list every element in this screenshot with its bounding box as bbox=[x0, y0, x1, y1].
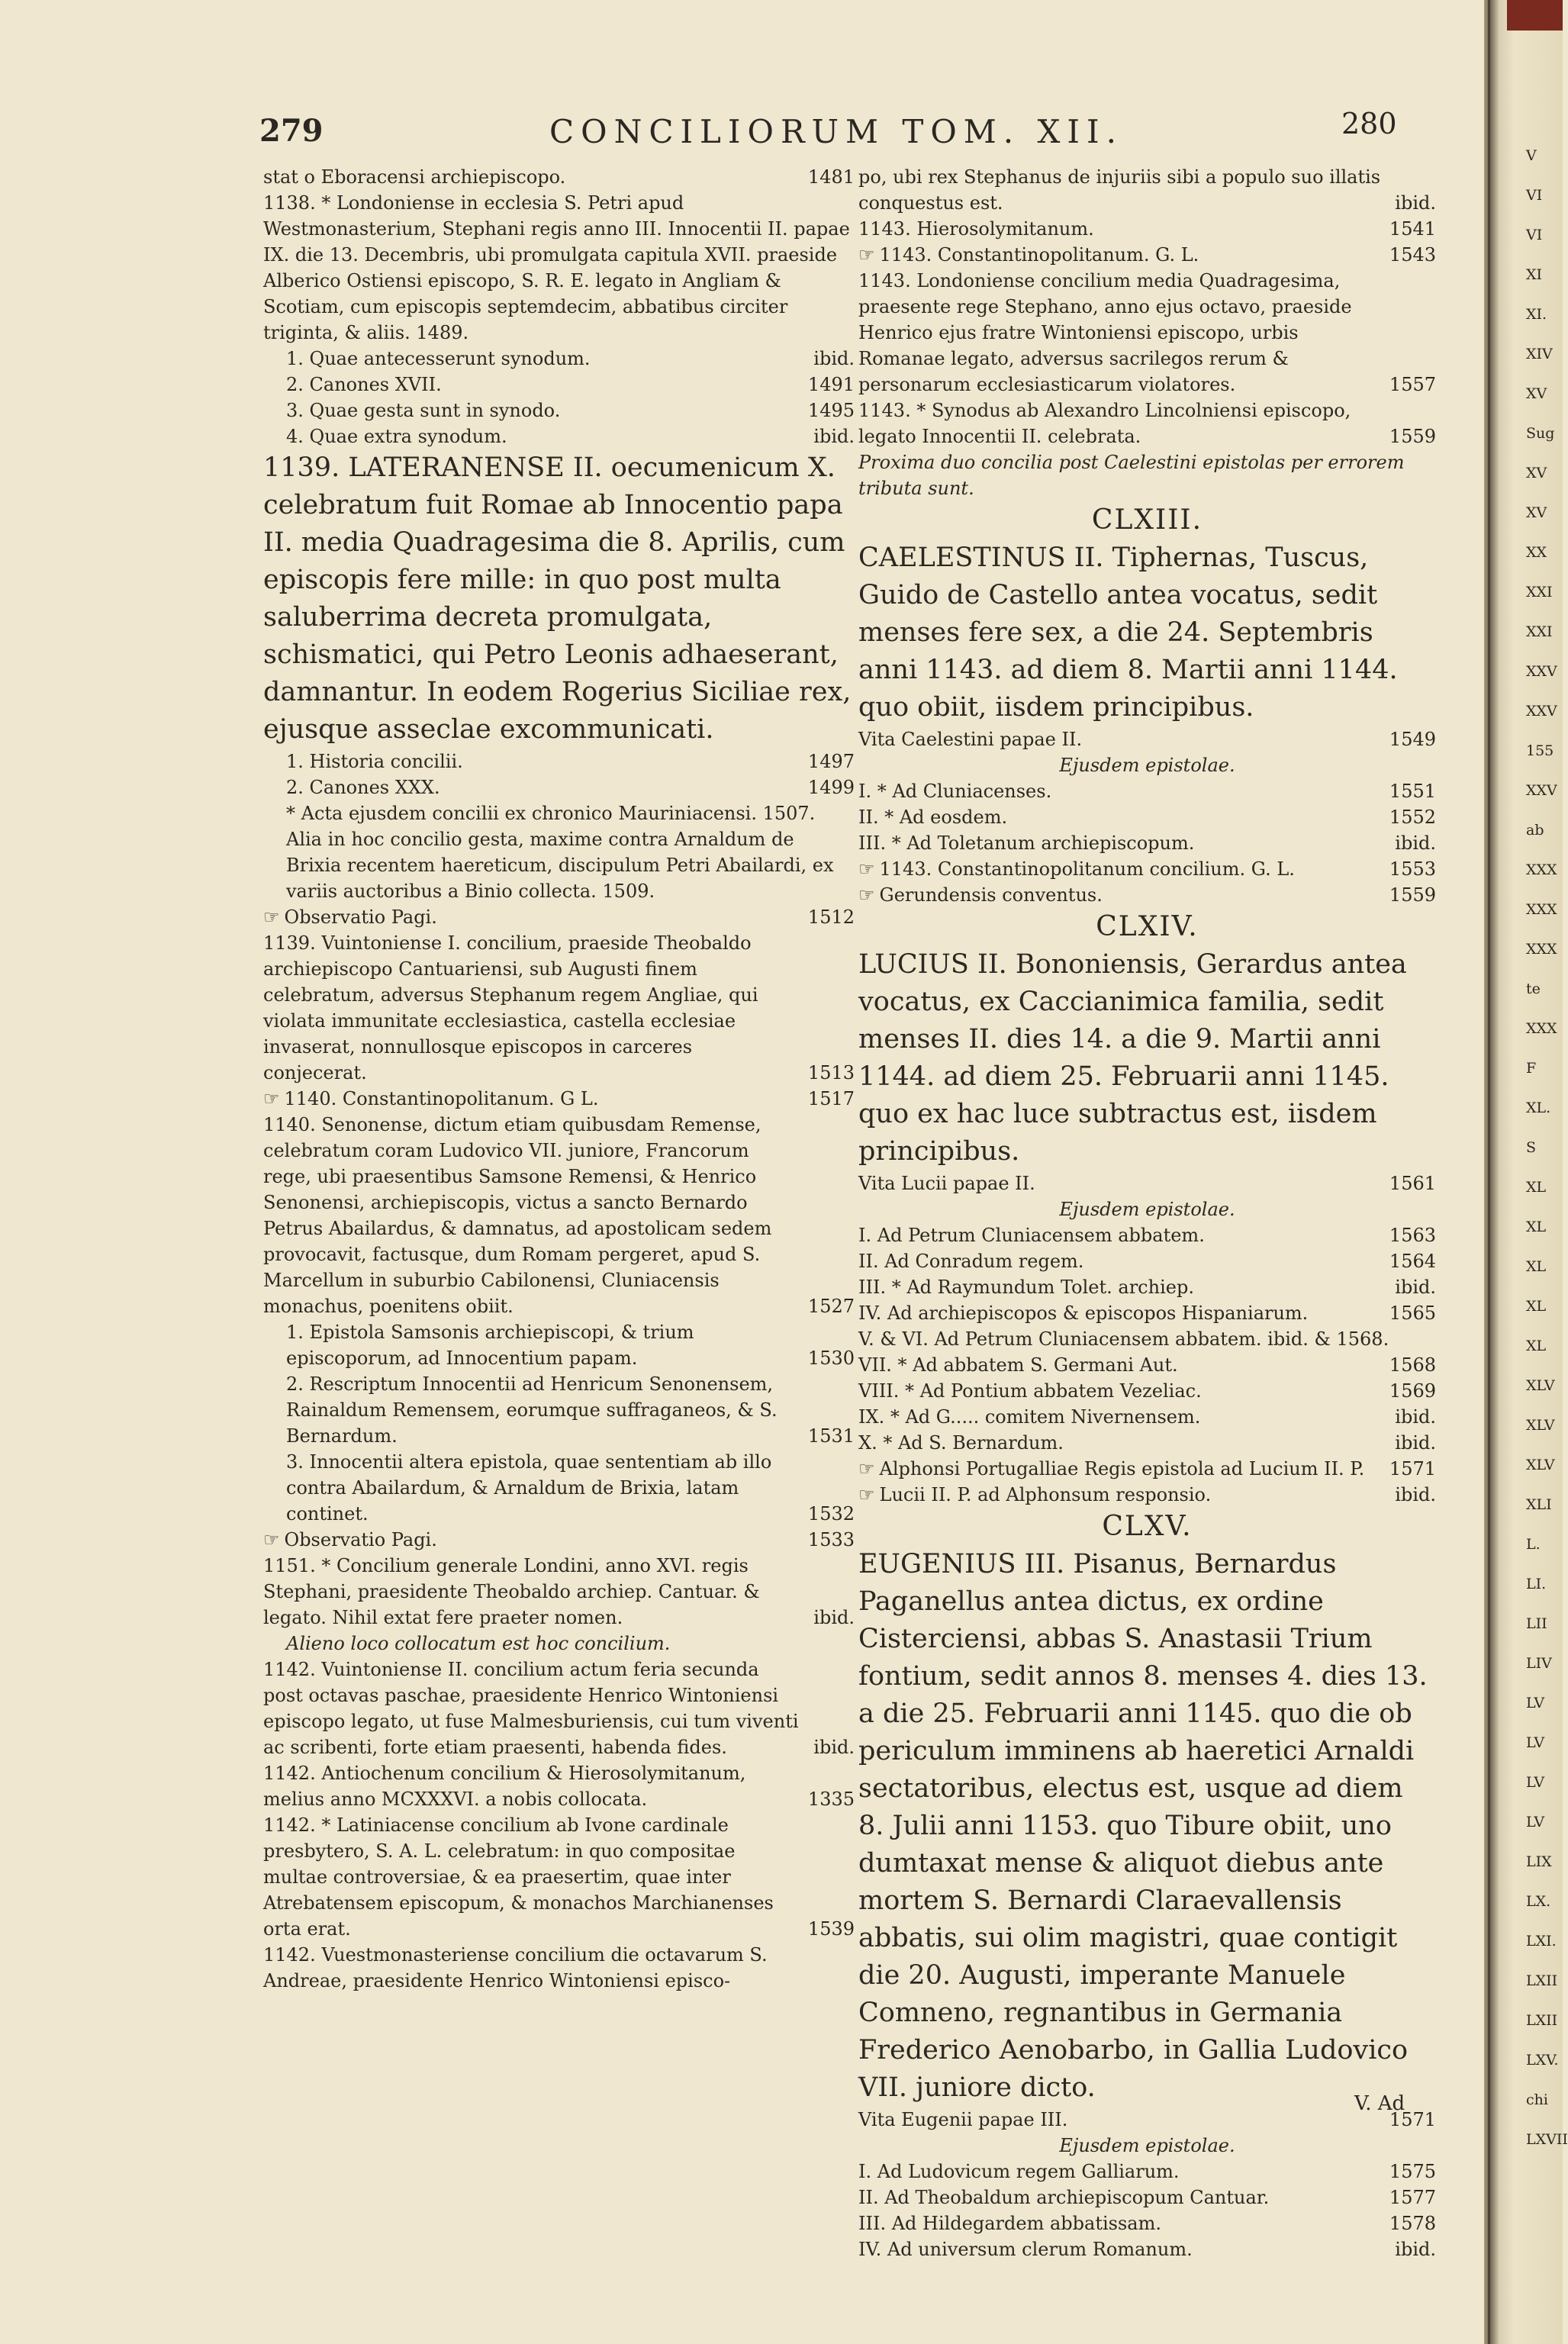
entry-text: I. Ad Petrum Cluniacensem abbatem. bbox=[858, 1225, 1205, 1246]
index-entry bbox=[858, 946, 1436, 1170]
entry-text: Ejusdem epistolae. bbox=[1059, 755, 1235, 776]
entry-text: 4. Quae extra synodum. bbox=[286, 426, 507, 447]
entry-text: 1143. Londoniense concilium media Quadragesima, praesente rege Stephano, anno ejus octavo, praeside Henrico ejus fratre Wintoniensi episcopo, urbis Romanae legato, adversus sacrilegos rerum & personarum ecclesiasticarum violatores. bbox=[858, 270, 1352, 395]
edge-fragment: XLV bbox=[1526, 1457, 1555, 1473]
edge-fragment: XLV bbox=[1526, 1377, 1555, 1394]
index-entry-pointer bbox=[858, 856, 1436, 882]
entry-page-ref: 1512 bbox=[807, 906, 855, 928]
index-entry bbox=[263, 774, 855, 800]
edge-fragment: XL bbox=[1526, 1258, 1547, 1275]
index-entry bbox=[858, 2210, 1436, 2236]
index-entry bbox=[263, 930, 855, 1086]
edge-fragment: LXV. bbox=[1526, 2052, 1559, 2069]
entry-page-ref: 1561 bbox=[1389, 1173, 1436, 1194]
entry-page-ref: ibid. bbox=[813, 348, 855, 369]
entry-text: VII. * Ad abbatem S. Germani Aut. bbox=[858, 1354, 1178, 1376]
entry-text: ☞ Lucii II. P. ad Alphonsum responsio. bbox=[858, 1482, 1436, 1508]
entry-page-ref: 1568 bbox=[1389, 1354, 1436, 1376]
edge-fragment: LII bbox=[1526, 1615, 1547, 1632]
edge-fragment: XI. bbox=[1526, 306, 1547, 323]
index-entry bbox=[858, 1300, 1436, 1326]
entry-text: 1. Epistola Samsonis archiepiscopi, & trium episcoporum, ad Innocentium papam. bbox=[286, 1322, 694, 1369]
index-entry bbox=[858, 164, 1436, 216]
entry-page-ref: ibid. bbox=[1395, 832, 1436, 854]
index-entry-pointer bbox=[858, 242, 1436, 268]
entry-page-ref: 1533 bbox=[807, 1529, 855, 1550]
entry-text: X. * Ad S. Bernardum. bbox=[858, 1432, 1064, 1454]
edge-fragment: LXVII bbox=[1526, 2131, 1568, 2148]
edge-fragment: LIV bbox=[1526, 1655, 1552, 1672]
entry-page-ref: 1481 bbox=[807, 166, 855, 188]
entry-text: stat o Eboracensi archiepiscopo. bbox=[263, 166, 566, 188]
edge-fragment: LV bbox=[1526, 1774, 1545, 1791]
edge-fragment: LXII bbox=[1526, 1972, 1558, 1989]
entry-text: 2. Canones XVII. bbox=[286, 374, 442, 395]
edge-fragment: VI bbox=[1526, 227, 1543, 243]
entry-text: Vita Eugenii papae III. bbox=[858, 2109, 1068, 2130]
edge-fragment: LXI. bbox=[1526, 1933, 1557, 1950]
edge-fragment: XV bbox=[1526, 385, 1547, 402]
entry-page-ref: 1571 bbox=[1389, 1458, 1436, 1479]
entry-page-ref: 1527 bbox=[807, 1296, 855, 1317]
index-entry bbox=[858, 1546, 1436, 2107]
edge-fragment: XXV bbox=[1526, 703, 1557, 720]
edge-fragment: LIX bbox=[1526, 1853, 1552, 1870]
entry-text: 3. Innocentii altera epistola, quae sententiam ab illo contra Abailardum, & Arnaldum de Brixia, latam continet. bbox=[286, 1451, 772, 1525]
right-column bbox=[858, 164, 1436, 2262]
entry-text: 3. Quae gesta sunt in synodo. bbox=[286, 400, 561, 421]
edge-fragment: XXI bbox=[1526, 584, 1553, 600]
index-entry bbox=[858, 1274, 1436, 1300]
index-entry bbox=[263, 1657, 855, 1760]
index-entry bbox=[858, 1170, 1436, 1196]
index-entry-pointer bbox=[263, 1086, 855, 1112]
entry-page-ref: 1559 bbox=[1389, 884, 1436, 906]
edge-fragment: XXX bbox=[1526, 901, 1557, 918]
index-entry-pointer bbox=[263, 904, 855, 930]
page-corner-ribbon bbox=[1507, 0, 1563, 31]
entry-page-ref: 1499 bbox=[807, 777, 855, 798]
entry-page-ref: 1551 bbox=[1389, 781, 1436, 802]
entry-text: IV. Ad archiepiscopos & episcopos Hispaniarum. bbox=[858, 1302, 1309, 1324]
entry-text: II. * Ad eosdem. bbox=[858, 807, 1008, 828]
edge-fragment: VI bbox=[1526, 187, 1543, 204]
entry-page-ref: ibid. bbox=[813, 426, 855, 447]
index-entry bbox=[858, 1430, 1436, 1456]
index-entry bbox=[263, 749, 855, 774]
entry-page-ref: 1553 bbox=[1389, 858, 1436, 880]
index-entry bbox=[858, 2159, 1436, 2185]
entry-text: 1138. * Londoniense in ecclesia S. Petri apud Westmonasterium, Stephani regis anno III. Innocentii II. papae IX. die 13. Decembris, ubi promulgata capitula XVII. praeside Alberico Ostiensi episcopo, S. R. E. legato in Angliam & Scotiam, cum episcopis septemdecim, abbatibus circiter triginta, & aliis. 1489. bbox=[263, 192, 850, 343]
index-entry bbox=[263, 1371, 855, 1449]
entry-text: Alia in hoc concilio gesta, maxime contra Arnaldum de Brixia recentem haereticum, discipulum Petri Abailardi, ex variis auctoribus a Binio collecta. 1509. bbox=[286, 829, 834, 902]
index-entry bbox=[858, 2133, 1436, 2159]
edge-fragment: XXX bbox=[1526, 861, 1557, 878]
entry-page-ref: ibid. bbox=[1395, 1406, 1436, 1428]
index-entry bbox=[858, 1222, 1436, 1248]
index-entry-pointer bbox=[858, 1482, 1436, 1508]
index-entry-pointer bbox=[858, 882, 1436, 908]
entry-text: IX. * Ad G..... comitem Nivernensem. bbox=[858, 1406, 1201, 1428]
section-heading: CLXIII. bbox=[1091, 504, 1203, 536]
entry-text: V. & VI. Ad Petrum Cluniacensem abbatem. ibid. & 1568. bbox=[858, 1328, 1389, 1350]
index-entry bbox=[263, 1553, 855, 1631]
entry-page-ref: ibid. bbox=[1395, 192, 1436, 214]
entry-text: Ejusdem epistolae. bbox=[1059, 2135, 1235, 2156]
entry-page-ref: 1541 bbox=[1389, 218, 1436, 240]
entry-text: III. * Ad Toletanum archiepiscopum. bbox=[858, 832, 1195, 854]
entry-text: I. * Ad Cluniacenses. bbox=[858, 781, 1052, 802]
entry-text: 1139. LATERANENSE II. oecumenicum X. celebratum fuit Romae ab Innocentio papa II. media Quadragesima die 8. Aprilis, cum episcopis fere mille: in quo post multa saluberrima decreta promulgata, schismatici, qui Petro Leonis adhaeserant, damnantur. In eodem Rogerius Siciliae rex, ejusque asseclae excommunicati. bbox=[263, 452, 852, 745]
entry-text: 1. Historia concilii. bbox=[286, 751, 463, 772]
entry-page-ref: ibid. bbox=[1395, 1277, 1436, 1298]
entry-page-ref: 1530 bbox=[807, 1347, 855, 1369]
entry-text: Alieno loco collocatum est hoc concilium. bbox=[286, 1633, 671, 1654]
entry-page-ref: 1495 bbox=[807, 400, 855, 421]
index-entry bbox=[858, 726, 1436, 752]
index-entry bbox=[858, 1378, 1436, 1404]
index-entry bbox=[263, 1760, 855, 1812]
index-entry bbox=[263, 398, 855, 423]
entry-text: VIII. * Ad Pontium abbatem Vezeliac. bbox=[858, 1380, 1202, 1402]
index-entry-pointer bbox=[858, 1456, 1436, 1482]
entry-page-ref: ibid. bbox=[813, 1607, 855, 1628]
entry-text: ☞ 1143. Constantinopolitanum. G. L. bbox=[858, 242, 1436, 268]
index-entry bbox=[858, 1404, 1436, 1430]
section-heading: CLXIV. bbox=[1096, 911, 1199, 942]
entry-page-ref: 1569 bbox=[1389, 1380, 1436, 1402]
entry-text: Vita Lucii papae II. bbox=[858, 1173, 1035, 1194]
right-page-number: 280 bbox=[1341, 107, 1397, 140]
edge-fragment: XI bbox=[1526, 266, 1543, 283]
edge-fragment: XV bbox=[1526, 465, 1547, 481]
index-entry bbox=[858, 752, 1436, 778]
entry-text: 2. Canones XXX. bbox=[286, 777, 440, 798]
index-entry bbox=[263, 190, 855, 346]
catchword: V. Ad bbox=[1354, 2092, 1405, 2115]
entry-page-ref: 1497 bbox=[807, 751, 855, 772]
section-heading: CLXV. bbox=[1102, 1511, 1193, 1542]
entry-page-ref: 1578 bbox=[1389, 2213, 1436, 2234]
entry-page-ref: 1571 bbox=[1389, 2109, 1436, 2130]
edge-fragment: L. bbox=[1526, 1536, 1541, 1553]
index-entry bbox=[263, 1449, 855, 1527]
entry-text: 1139. Vuintoniense I. concilium, praeside Theobaldo archiepiscopo Cantuariensi, sub Augusti finem celebratum, adversus Stephanum regem Angliae, qui violata immunitate ecclesiastica, castella ecclesiae invaserat, nonnullosque episcopos in carceres conjecerat. bbox=[263, 932, 758, 1083]
entry-page-ref: 1564 bbox=[1389, 1251, 1436, 1272]
edge-fragment: F bbox=[1526, 1060, 1537, 1077]
edge-fragment: XV bbox=[1526, 504, 1547, 521]
index-entry bbox=[858, 2185, 1436, 2210]
edge-fragment: XIV bbox=[1526, 346, 1553, 362]
entry-text: IV. Ad universum clerum Romanum. bbox=[858, 2239, 1193, 2260]
index-entry bbox=[858, 804, 1436, 830]
entry-page-ref: 1531 bbox=[807, 1425, 855, 1447]
edge-fragment: XLV bbox=[1526, 1417, 1555, 1434]
index-entry bbox=[858, 1248, 1436, 1274]
entry-text: III. * Ad Raymundum Tolet. archiep. bbox=[858, 1277, 1194, 1298]
entry-text: ☞ 1140. Constantinopolitanum. G L. bbox=[263, 1086, 855, 1112]
entry-page-ref: 1559 bbox=[1389, 426, 1436, 447]
running-title: CONCILIORUM TOM. XII. bbox=[549, 113, 1123, 150]
edge-fragment: chi bbox=[1526, 2091, 1548, 2108]
edge-fragment: XL bbox=[1526, 1179, 1547, 1196]
entry-text: Ejusdem epistolae. bbox=[1059, 1199, 1235, 1220]
index-entry bbox=[263, 346, 855, 372]
edge-fragment: S bbox=[1526, 1139, 1537, 1156]
index-entry bbox=[858, 2107, 1436, 2133]
index-entry bbox=[263, 423, 855, 449]
entry-text: ☞ Observatio Pagi. bbox=[263, 1527, 855, 1553]
entry-page-ref: 1491 bbox=[807, 374, 855, 395]
entry-page-ref: ibid. bbox=[813, 1737, 855, 1758]
index-entry bbox=[858, 398, 1436, 449]
edge-fragment: XL. bbox=[1526, 1100, 1551, 1116]
entry-text: 1151. * Concilium generale Londini, anno XVI. regis Stephani, praesidente Theobaldo archiep. Cantuar. & legato. Nihil extat fere praeter nomen. bbox=[263, 1555, 760, 1628]
index-entry bbox=[858, 1352, 1436, 1378]
index-entry bbox=[263, 372, 855, 398]
edge-fragment: XL bbox=[1526, 1298, 1547, 1315]
entry-text: 2. Rescriptum Innocentii ad Henricum Senonensem, Rainaldum Remensem, eorumque suffraganeos, & S. Bernardum. bbox=[286, 1373, 778, 1447]
facing-page-edge bbox=[1526, 147, 1568, 2172]
entry-text: 1142. Vuintoniense II. concilium actum feria secunda post octavas paschae, praesidente Henrico Wintoniensi episcopo legato, ut fuse Malmesburiensis, cui tum viventi ac scribenti, forte etiam praesenti, habenda fides. bbox=[263, 1659, 799, 1758]
edge-fragment: XXV bbox=[1526, 663, 1557, 680]
entry-page-ref: 1335 bbox=[807, 1789, 855, 1810]
index-entry bbox=[263, 1812, 855, 1942]
entry-page-ref: 1543 bbox=[1389, 244, 1436, 266]
edge-fragment: LX. bbox=[1526, 1893, 1551, 1910]
entry-page-ref: 1565 bbox=[1389, 1302, 1436, 1324]
entry-text: 1142. Antiochenum concilium & Hierosolymitanum, melius anno MCXXXVI. a nobis collocata. bbox=[263, 1763, 746, 1810]
entry-text: 1142. * Latiniacense concilium ab Ivone cardinale presbytero, S. A. L. celebratum: in quo compositae multae controversiae, & ea praesertim, quae inter Atrebatensem episcopum, & monachos Marchianenses orta erat. bbox=[263, 1814, 774, 1940]
entry-page-ref: 1575 bbox=[1389, 2161, 1436, 2182]
entry-text: 1142. Vuestmonasteriense concilium die octavarum S. Andreae, praesidente Henrico Wintoniensi episco- bbox=[263, 1944, 768, 1991]
index-entry bbox=[858, 539, 1436, 726]
index-entry bbox=[263, 1319, 855, 1371]
index-entry bbox=[858, 2236, 1436, 2262]
index-entry bbox=[858, 268, 1436, 398]
entry-text: ☞ 1143. Constantinopolitanum concilium. G. L. bbox=[858, 856, 1436, 882]
index-entry bbox=[263, 1942, 855, 1994]
index-entry bbox=[858, 1326, 1436, 1352]
index-entry bbox=[858, 1196, 1436, 1222]
entry-page-ref: 1539 bbox=[807, 1918, 855, 1940]
entry-text: po, ubi rex Stephanus de injuriis sibi a populo suo illatis conquestus est. bbox=[858, 166, 1381, 214]
entry-text: Proxima duo concilia post Caelestini epistolas per errorem tributa sunt. bbox=[858, 452, 1405, 499]
left-page-number: 279 bbox=[259, 113, 324, 149]
entry-page-ref: 1549 bbox=[1389, 729, 1436, 750]
entry-text: ☞ Gerundensis conventus. bbox=[858, 882, 1436, 908]
edge-fragment: Sug bbox=[1526, 425, 1555, 442]
entry-text: II. Ad Conradum regem. bbox=[858, 1251, 1084, 1272]
index-entry bbox=[263, 800, 855, 826]
entry-text: 1. Quae antecesserunt synodum. bbox=[286, 348, 591, 369]
entry-page-ref: 1577 bbox=[1389, 2187, 1436, 2208]
entry-page-ref: 1563 bbox=[1389, 1225, 1436, 1246]
entry-text: ☞ Observatio Pagi. bbox=[263, 904, 855, 930]
index-entry bbox=[858, 216, 1436, 242]
edge-fragment: LV bbox=[1526, 1814, 1545, 1830]
index-entry bbox=[263, 1112, 855, 1319]
entry-text: I. Ad Ludovicum regem Galliarum. bbox=[858, 2161, 1180, 2182]
entry-page-ref: ibid. bbox=[1395, 1432, 1436, 1454]
edge-fragment: V bbox=[1526, 147, 1537, 164]
entry-text: Vita Caelestini papae II. bbox=[858, 729, 1083, 750]
entry-page-ref: ibid. bbox=[1395, 2239, 1436, 2260]
entry-text: * Acta ejusdem concilii ex chronico Mauriniacensi. 1507. bbox=[286, 803, 816, 824]
binding-fold bbox=[1488, 0, 1490, 2344]
edge-fragment: LV bbox=[1526, 1734, 1545, 1751]
entry-text: 1143. * Synodus ab Alexandro Lincolniensi episcopo, legato Innocentii II. celebrata. bbox=[858, 400, 1351, 447]
edge-fragment: LI. bbox=[1526, 1576, 1547, 1592]
edge-fragment: ab bbox=[1526, 822, 1544, 839]
left-column bbox=[263, 164, 855, 1994]
index-entry bbox=[858, 449, 1436, 501]
entry-text: II. Ad Theobaldum archiepiscopum Cantuar. bbox=[858, 2187, 1270, 2208]
index-entry bbox=[858, 778, 1436, 804]
entry-text: CAELESTINUS II. Tiphernas, Tuscus, Guido de Castello antea vocatus, sedit menses fere sex, a die 24. Septembris anni 1143. ad diem 8. Martii anni 1144. quo obiit, iisdem principibus. bbox=[858, 543, 1398, 723]
entry-page-ref: 1552 bbox=[1389, 807, 1436, 828]
edge-fragment: LXII bbox=[1526, 2012, 1558, 2029]
edge-fragment: XXX bbox=[1526, 1020, 1557, 1037]
entry-page-ref: 1532 bbox=[807, 1503, 855, 1525]
edge-fragment: XL bbox=[1526, 1338, 1547, 1354]
entry-text: III. Ad Hildegardem abbatissam. bbox=[858, 2213, 1161, 2234]
index-entry bbox=[263, 164, 855, 190]
edge-fragment: te bbox=[1526, 980, 1541, 997]
index-entry bbox=[858, 830, 1436, 856]
entry-page-ref: 1517 bbox=[807, 1088, 855, 1109]
edge-fragment: XLI bbox=[1526, 1496, 1552, 1513]
edge-fragment: XXV bbox=[1526, 782, 1557, 799]
entry-text: EUGENIUS III. Pisanus, Bernardus Paganellus antea dictus, ex ordine Cisterciensi, abbas S. Anastasii Trium fontium, sedit annos 8. menses 4. dies 13. a die 25. Februarii anni 1145. quo die ob periculum imminens ab haeretici Arnaldi sectatoribus, electus est, usque ad diem 8. Julii anni 1153. quo Tibure obiit, uno dumtaxat mense & aliquot diebus ante mortem S. Bernardi Claraevallensis abbatis, sui olim magistri, quae contigit die 20. Augusti, imperante Manuele Comneno, regnantibus in Germania Frederico Aenobarbo, in Gallia Ludovico VII. juniore dicto. bbox=[858, 1549, 1428, 2103]
edge-fragment: LV bbox=[1526, 1695, 1545, 1711]
entry-page-ref: 1557 bbox=[1389, 374, 1436, 395]
entry-text: 1140. Senonense, dictum etiam quibusdam Remense, celebratum coram Ludovico VII. juniore, Francorum rege, ubi praesentibus Samsone Remensi, & Henrico Senonensi, archiepiscopis, victus a sancto Bernardo Petrus Abailardus, & damnatus, ad apostolicam sedem provocavit, factusque, dum Romam pergeret, apud S. Marcellum in suburbio Cabilonensi, Cluniacensis monachus, poenitens obiit. bbox=[263, 1114, 772, 1317]
index-entry bbox=[263, 826, 855, 904]
entry-text: LUCIUS II. Bononiensis, Gerardus antea vocatus, ex Caccianimica familia, sedit menses II. dies 14. a die 9. Martii anni 1144. ad diem 25. Februarii anni 1145. quo ex hac luce subtractus est, iisdem principibus. bbox=[858, 949, 1407, 1167]
index-entry bbox=[263, 1631, 855, 1657]
edge-fragment: XL bbox=[1526, 1219, 1547, 1235]
entry-text: 1143. Hierosolymitanum. bbox=[858, 218, 1094, 240]
edge-fragment: XX bbox=[1526, 544, 1547, 561]
edge-fragment: XXI bbox=[1526, 623, 1553, 640]
index-entry-pointer bbox=[263, 1527, 855, 1553]
index-entry bbox=[263, 449, 855, 749]
entry-text: ☞ Alphonsi Portugalliae Regis epistola ad Lucium II. P. bbox=[858, 1456, 1436, 1482]
edge-fragment: 155 bbox=[1526, 742, 1554, 759]
entry-page-ref: 1513 bbox=[807, 1062, 855, 1083]
entry-page-ref: ibid. bbox=[1395, 1484, 1436, 1505]
edge-fragment: XXX bbox=[1526, 941, 1557, 958]
